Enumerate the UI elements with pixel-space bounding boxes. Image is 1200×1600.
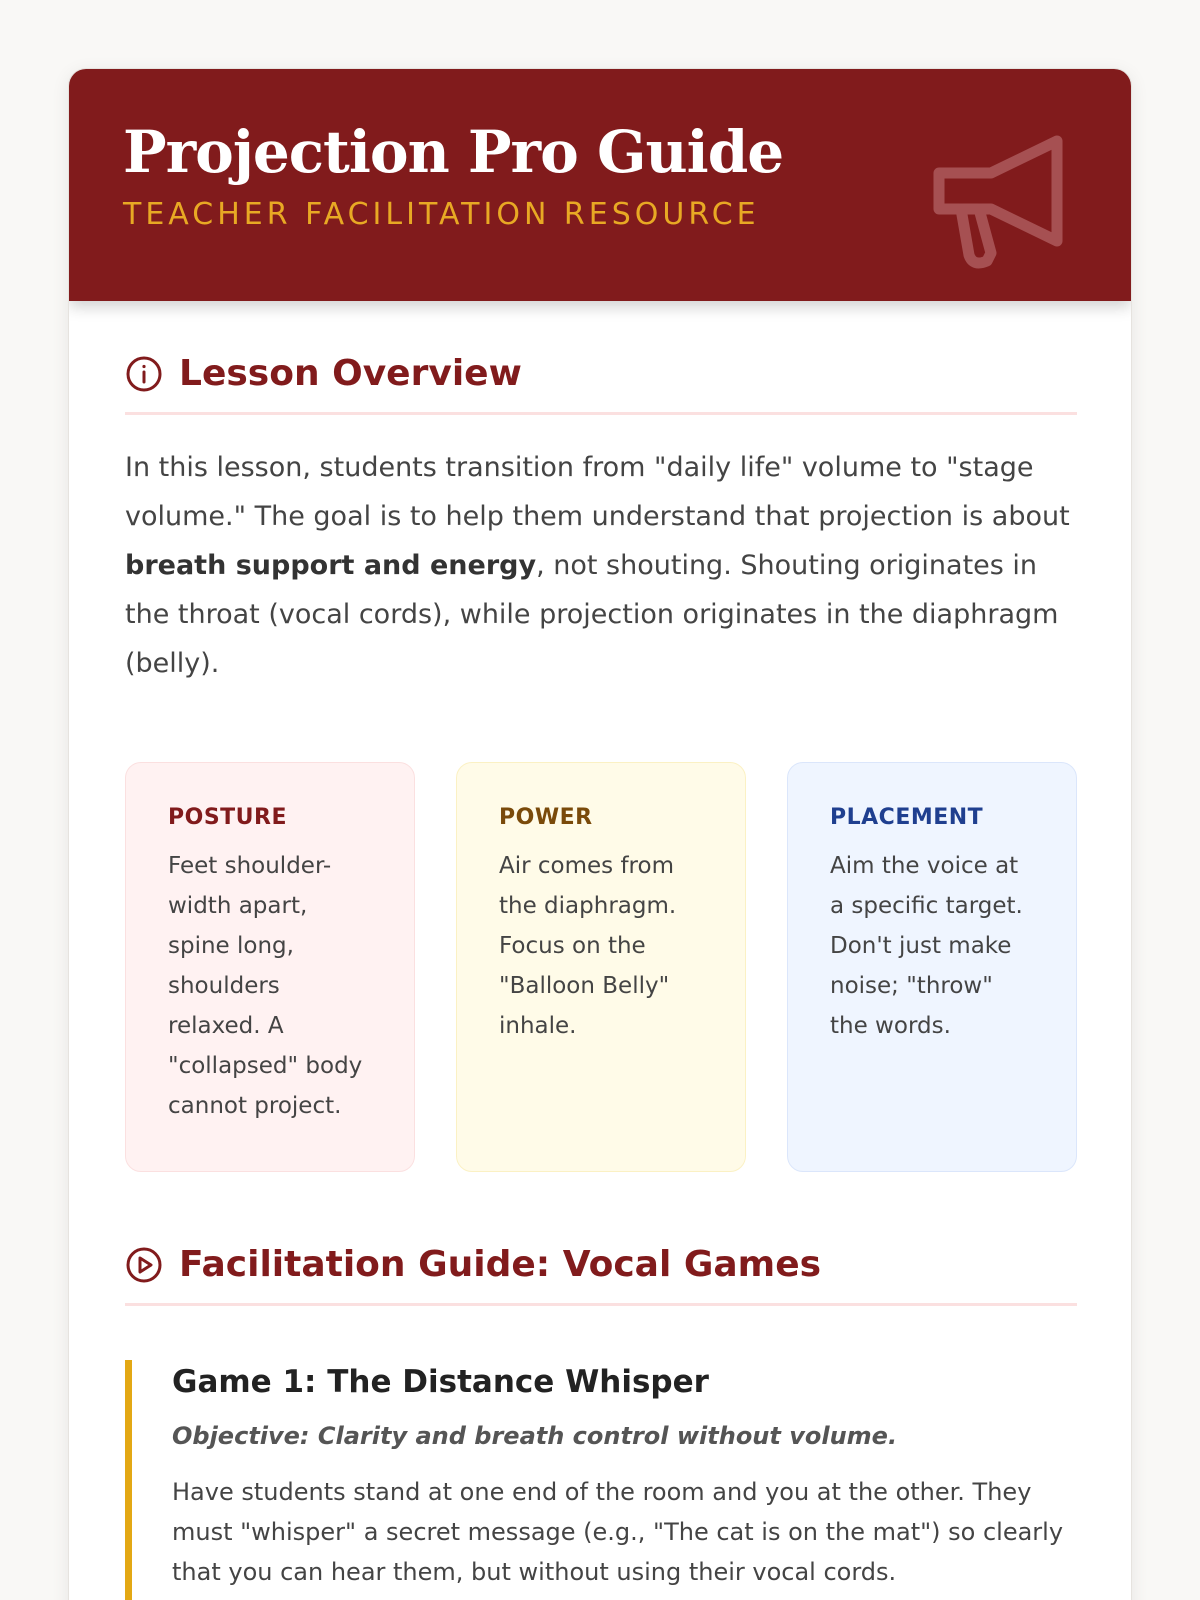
game-description: Have students stand at one end of the room and you at the other. They must "whisper" a secret message (e.g., "The cat is on the mat") so clearly that you can hear them, but without using their vocal cords. — [172, 1478, 1064, 1586]
page-title: Projection Pro Guide — [123, 118, 784, 186]
pillar-title: POSTURE — [168, 805, 288, 830]
guide-card — [68, 68, 1132, 1600]
pillar-text: Aim the voice at a specific target. Don't just make noise; "throw" the words. — [830, 853, 1023, 1039]
pillar-card-posture — [125, 762, 415, 1172]
game-card — [125, 1360, 1077, 1600]
pillar-card-power — [456, 762, 746, 1172]
overview-emphasis: breath support and energy — [125, 550, 537, 581]
pillar-title: PLACEMENT — [830, 805, 984, 830]
pillar-text: Air comes from the diaphragm. Focus on the "Balloon Belly" inhale. — [499, 853, 677, 1039]
info-icon — [125, 355, 163, 393]
megaphone-icon — [931, 133, 1071, 273]
game-title: Game 1: The Distance Whisper — [172, 1364, 709, 1400]
pillar-cards — [125, 762, 1077, 1172]
overview-heading — [125, 353, 1077, 415]
game-objective: Objective: Clarity and breath control without volume. — [172, 1422, 898, 1450]
overview-title: Lesson Overview — [179, 353, 522, 394]
pillar-title: POWER — [499, 805, 593, 830]
facilitation-heading — [125, 1244, 1077, 1306]
header-banner — [69, 69, 1131, 301]
facilitation-title: Facilitation Guide: Vocal Games — [179, 1244, 822, 1285]
pillar-text: Feet shoulder-width apart, spine long, shoulders relaxed. A "collapsed" body cannot project. — [168, 853, 363, 1119]
page-subtitle: TEACHER FACILITATION RESOURCE — [123, 196, 760, 232]
play-circle-icon — [125, 1246, 163, 1284]
overview-text: In this lesson, students transition from "daily life" volume to "stage volume." The goal is to help them understand that projection is about breath support and energy, not shouting. Shouting originates in the throat (vocal cords), while projection originates in the diaphragm (belly). — [125, 452, 1070, 679]
pillar-card-placement — [787, 762, 1077, 1172]
